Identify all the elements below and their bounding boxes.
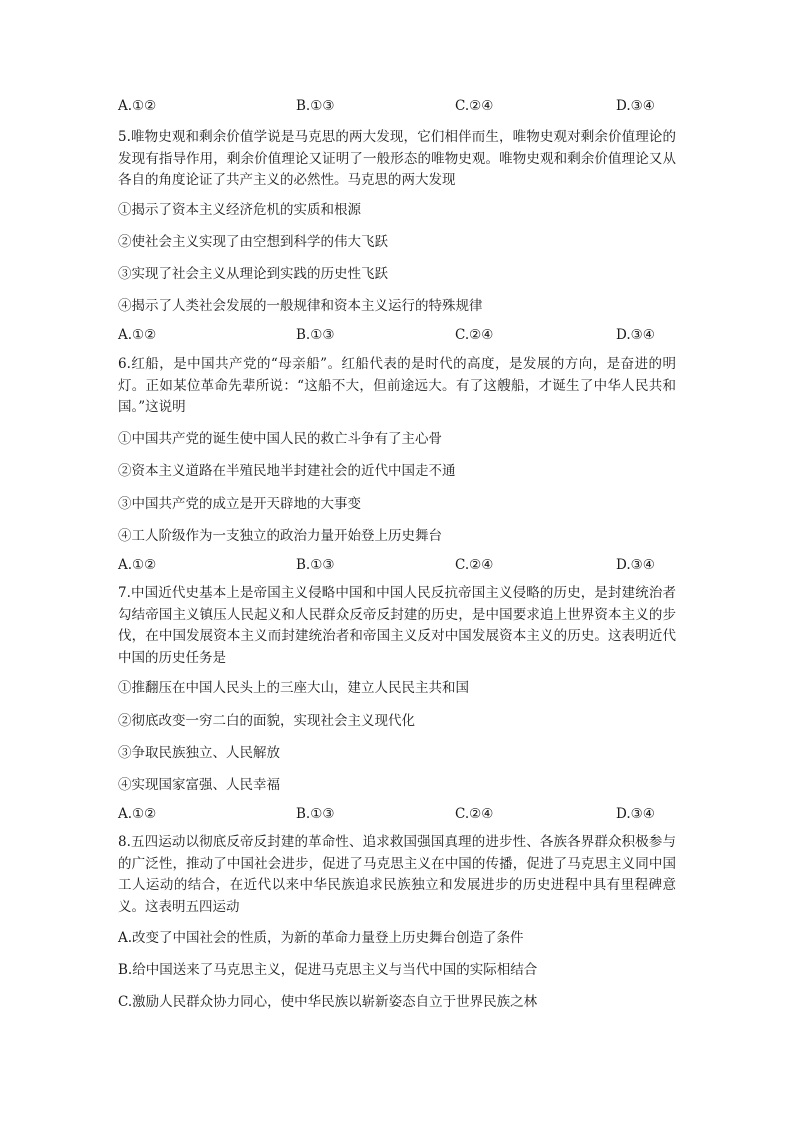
q6-item-2: ②资本主义道路在半殖民地半封建社会的近代中国走不通 <box>118 463 456 479</box>
option-c: C.②④ <box>455 557 494 573</box>
q5-item-3: ③实现了社会主义从理论到实践的历史性飞跃 <box>118 266 388 282</box>
q6-item-3: ③中国共产党的成立是开天辟地的大事变 <box>118 496 361 512</box>
q5-item-1: ①揭示了资本主义经济危机的实质和根源 <box>118 202 361 218</box>
q6-stem: 6.红船，是中国共产党的“母亲船”。红船代表的是时代的高度，是发展的方向，是奋进的明灯。正如某位革命先辈所说：“这船不大，但前途远大。有了这艘船，才诞生了中华人民共和国。”这说明 <box>118 356 676 415</box>
option-c: C.②④ <box>455 98 494 114</box>
q5-item-2: ②使社会主义实现了由空想到科学的伟大飞跃 <box>118 234 388 250</box>
option-c: C.②④ <box>455 327 494 343</box>
q8-option-b: B.给中国送来了马克思主义，促进马克思主义与当代中国的实际相结合 <box>118 962 538 978</box>
q8-option-a: A.改变了中国社会的性质，为新的革命力量登上历史舞台创造了条件 <box>118 930 524 946</box>
option-a: A.①② <box>118 557 157 573</box>
q5-options <box>118 327 678 347</box>
q7-options <box>118 806 678 826</box>
q8-option-c: C.激励人民群众协力同心，使中华民族以崭新姿态自立于世界民族之林 <box>118 994 538 1010</box>
option-d: D.③④ <box>616 98 655 114</box>
q7-item-3: ③争取民族独立、人民解放 <box>118 745 280 761</box>
q5-item-4: ④揭示了人类社会发展的一般规律和资本主义运行的特殊规律 <box>118 298 483 314</box>
option-a: A.①② <box>118 327 157 343</box>
q7-item-1: ①推翻压在中国人民头上的三座大山，建立人民民主共和国 <box>118 680 469 696</box>
q7-stem: 7.中国近代史基本上是帝国主义侵略中国和中国人民反抗帝国主义侵略的历史，是封建统治者勾结帝国主义镇压人民起义和人民群众反帝反封建的历史，是中国要求追上世界资本主义的步伐，在中国发展资本主义而封建统治者和帝国主义反对中国发展资本主义的历史。这表明近代中国的历史任务是 <box>118 585 676 666</box>
q5-stem: 5.唯物史观和剩余价值学说是马克思的两大发现，它们相伴而生，唯物史观对剩余价值理论的发现有指导作用，剩余价值理论又证明了一般形态的唯物史观。唯物史观和剩余价值理论又从各自的角度论证了共产主义的必然性。马克思的两大发现 <box>118 129 676 188</box>
option-a: A.①② <box>118 806 157 822</box>
q6-item-4: ④工人阶级作为一支独立的政治力量开始登上历史舞台 <box>118 528 442 544</box>
q4-options <box>118 98 678 118</box>
option-d: D.③④ <box>616 557 655 573</box>
option-d: D.③④ <box>616 806 655 822</box>
q7-item-4: ④实现国家富强、人民幸福 <box>118 777 280 793</box>
option-a: A.①② <box>118 98 157 114</box>
option-b: B.①③ <box>296 327 335 343</box>
option-d: D.③④ <box>616 327 655 343</box>
option-b: B.①③ <box>296 806 335 822</box>
q6-options <box>118 557 678 577</box>
option-b: B.①③ <box>296 98 335 114</box>
q6-item-1: ①中国共产党的诞生使中国人民的救亡斗争有了主心骨 <box>118 431 442 447</box>
option-c: C.②④ <box>455 806 494 822</box>
q7-item-2: ②彻底改变一穷二白的面貌，实现社会主义现代化 <box>118 713 415 729</box>
option-b: B.①③ <box>296 557 335 573</box>
q8-stem: 8.五四运动以彻底反帝反封建的革命性、追求救国强国真理的进步性、各族各界群众积极参与的广泛性，推动了中国社会进步，促进了马克思主义在中国的传播，促进了马克思主义同中国工人运动的结合，在近代以来中华民族追求民族独立和发展进步的历史进程中具有里程碑意义。这表明五四运动 <box>118 834 676 915</box>
